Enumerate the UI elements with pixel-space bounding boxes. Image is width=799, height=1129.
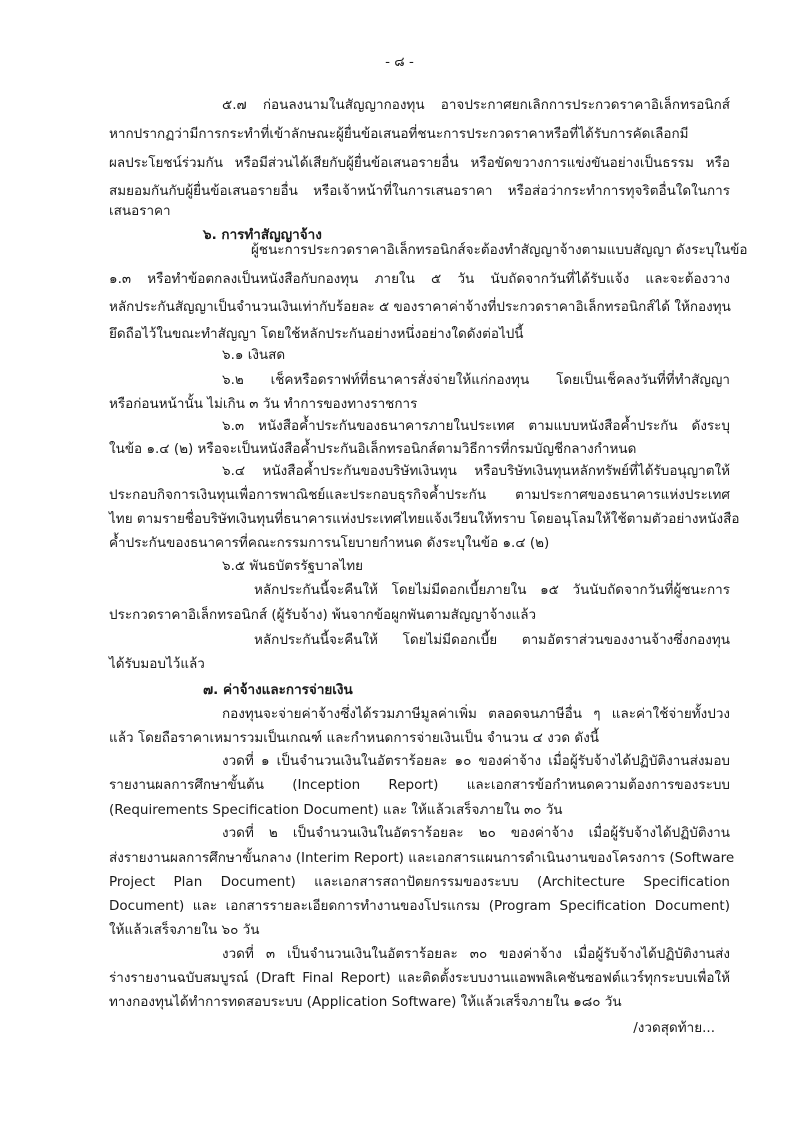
item-6-2-line-2: หรือก่อนหน้านั้น ไม่เกิน ๓ วัน ทำการของทางราชการ: [109, 396, 418, 412]
installment-2-line-3: Project Plan Document) และเอกสารสถาปัตยกรรมของระบบ (Architecture Specification: [109, 874, 730, 890]
clause-5-7-line-3: ผลประโยชน์ร่วมกัน หรือมีส่วนได้เสียกับผู้ยื่นข้อเสนอรายอื่น หรือขัดขวางการแข่งขันอย่างเป็นธรรม หรือ: [109, 155, 730, 171]
continuation-note: /งวดสุดท้าย...: [633, 1020, 715, 1036]
section-6-intro-line-3: หลักประกันสัญญาเป็นจำนวนเงินเท่ากับร้อยละ ๕ ของราคาค่าจ้างที่ประกวดราคาอิเล็กทรอนิกส์ได้ ให้กองทุน: [109, 299, 731, 315]
page-number: - ๘ -: [385, 54, 414, 70]
installment-2-line-2: ส่งรายงานผลการศึกษาขั้นกลาง (Interim Report) และเอกสารแผนการดำเนินงานของโครงการ (Software: [109, 850, 735, 866]
installment-3-line-3: ทางกองทุนได้ทำการทดสอบระบบ (Application Software) ให้แล้วเสร็จภายใน ๑๘๐ วัน: [109, 994, 622, 1010]
installment-1-line-1: งวดที่ ๑ เป็นจำนวนเงินในอัตราร้อยละ ๑๐ ของค่าจ้าง เมื่อผู้รับจ้างได้ปฏิบัติงานส่งมอบ: [222, 753, 730, 769]
section-6-heading: ๖. การทำสัญญาจ้าง: [203, 227, 322, 243]
item-6-1: ๖.๑ เงินสด: [222, 347, 286, 363]
item-6-3-line-1: ๖.๓ หนังสือค้ำประกันของธนาคารภายในประเทศ ตามแบบหนังสือค้ำประกัน ดังระบุ: [222, 418, 730, 434]
clause-5-7-line-5: เสนอราคา: [109, 203, 171, 219]
clause-5-7-line-4: สมยอมกันกับผู้ยื่นข้อเสนอรายอื่น หรือเจ้าหน้าที่ในการเสนอราคา หรือส่อว่ากระทำการทุจริตอื่นใดในการ: [109, 183, 730, 199]
installment-2-line-1: งวดที่ ๒ เป็นจำนวนเงินในอัตราร้อยละ ๒๐ ของค่าจ้าง เมื่อผู้รับจ้างได้ปฏิบัติงาน: [222, 825, 730, 841]
section-6-intro-line-4: ยึดถือไว้ในขณะทำสัญญา โดยใช้หลักประกันอย่างหนึ่งอย่างใดดังต่อไปนี้: [109, 326, 524, 342]
installment-1-line-3: (Requirements Specification Document) และ ให้แล้วเสร็จภายใน ๓๐ วัน: [109, 802, 563, 818]
item-6-4-line-1: ๖.๔ หนังสือค้ำประกันของบริษัทเงินทุน หรือบริษัทเงินทุนหลักทรัพย์ที่ได้รับอนุญาตให้: [222, 463, 730, 479]
section-7-heading: ๗. ค่าจ้างและการจ่ายเงิน: [203, 682, 353, 698]
clause-5-7-line-1: ๕.๗ ก่อนลงนามในสัญญากองทุน อาจประกาศยกเลิกการประกวดราคาอิเล็กทรอนิกส์: [222, 97, 730, 113]
installment-2-line-5: ให้แล้วเสร็จภายใน ๖๐ วัน: [109, 922, 260, 938]
section-7-intro-line-1: กองทุนจะจ่ายค่าจ้างซึ่งได้รวมภาษีมูลค่าเพิ่ม ตลอดจนภาษีอื่น ๆ และค่าใช้จ่ายทั้งปวง: [222, 706, 730, 722]
installment-1-line-2: รายงานผลการศึกษาขั้นต้น (Inception Report) และเอกสารข้อกำหนดความต้องการของระบบ: [109, 777, 730, 793]
return-clause-1-line-2: ประกวดราคาอิเล็กทรอนิกส์ (ผู้รับจ้าง) พ้นจากข้อผูกพันตามสัญญาจ้างแล้ว: [109, 607, 537, 623]
return-clause-2-line-1: หลักประกันนี้จะคืนให้ โดยไม่มีดอกเบี้ย ตามอัตราส่วนของงานจ้างซึ่งกองทุน: [254, 632, 730, 648]
installment-3-line-1: งวดที่ ๓ เป็นจำนวนเงินในอัตราร้อยละ ๓๐ ของค่าจ้าง เมื่อผู้รับจ้างได้ปฏิบัติงานส่ง: [222, 946, 730, 962]
item-6-5: ๖.๕ พันธบัตรรัฐบาลไทย: [222, 558, 364, 574]
installment-2-line-4: Document) และ เอกสารรายละเอียดการทำงานของโปรแกรม (Program Specification Document): [109, 898, 730, 914]
section-6-intro-line-2: ๑.๓ หรือทำข้อตกลงเป็นหนังสือกับกองทุน ภายใน ๕ วัน นับถัดจากวันที่ได้รับแจ้ง และจะต้องวาง: [109, 271, 730, 287]
item-6-4-line-2: ประกอบกิจการเงินทุนเพื่อการพาณิชย์และประกอบธุรกิจค้ำประกัน ตามประกาศของธนาคารแห่งประเทศ: [109, 487, 730, 503]
section-7-intro-line-2: แล้ว โดยถือราคาเหมารวมเป็นเกณฑ์ และกำหนดการจ่ายเงินเป็น จำนวน ๔ งวด ดังนี้: [109, 730, 600, 746]
item-6-4-line-3: ไทย ตามรายชื่อบริษัทเงินทุนที่ธนาคารแห่งประเทศไทยแจ้งเวียนให้ทราบ โดยอนุโลมให้ใช้ตามตัวอย่างหนังสือ: [109, 511, 740, 527]
return-clause-1-line-1: หลักประกันนี้จะคืนให้ โดยไม่มีดอกเบี้ยภายใน ๑๕ วันนับถัดจากวันที่ผู้ชนะการ: [254, 582, 730, 598]
item-6-3-line-2: ในข้อ ๑.๔ (๒) หรือจะเป็นหนังสือค้ำประกันอิเล็กทรอนิกส์ตามวิธีการที่กรมบัญชีกลางกำหนด: [109, 441, 637, 457]
installment-3-line-2: ร่างรายงานฉบับสมบูรณ์ (Draft Final Report) และติดตั้งระบบงานแอพพลิเคชันซอฟต์แวร์ทุกระบบเพื่อให้: [109, 970, 730, 986]
clause-5-7-line-2: หากปรากฏว่ามีการกระทำที่เข้าลักษณะผู้ยื่นข้อเสนอที่ชนะการประกวดราคาหรือที่ได้รับการคัดเลือกมี: [109, 126, 689, 142]
item-6-4-line-4: ค้ำประกันของธนาคารที่คณะกรรมการนโยบายกำหนด ดังระบุในข้อ ๑.๔ (๒): [109, 535, 550, 551]
section-6-intro-line-1: ผู้ชนะการประกวดราคาอิเล็กทรอนิกส์จะต้องทำสัญญาจ้างตามแบบสัญญา ดังระบุในข้อ: [251, 242, 748, 258]
item-6-2-line-1: ๖.๒ เช็คหรือดราฟท์ที่ธนาคารสั่งจ่ายให้แก่กองทุน โดยเป็นเช็คลงวันที่ที่ทำสัญญา: [222, 372, 730, 388]
return-clause-2-line-2: ได้รับมอบไว้แล้ว: [109, 656, 205, 672]
